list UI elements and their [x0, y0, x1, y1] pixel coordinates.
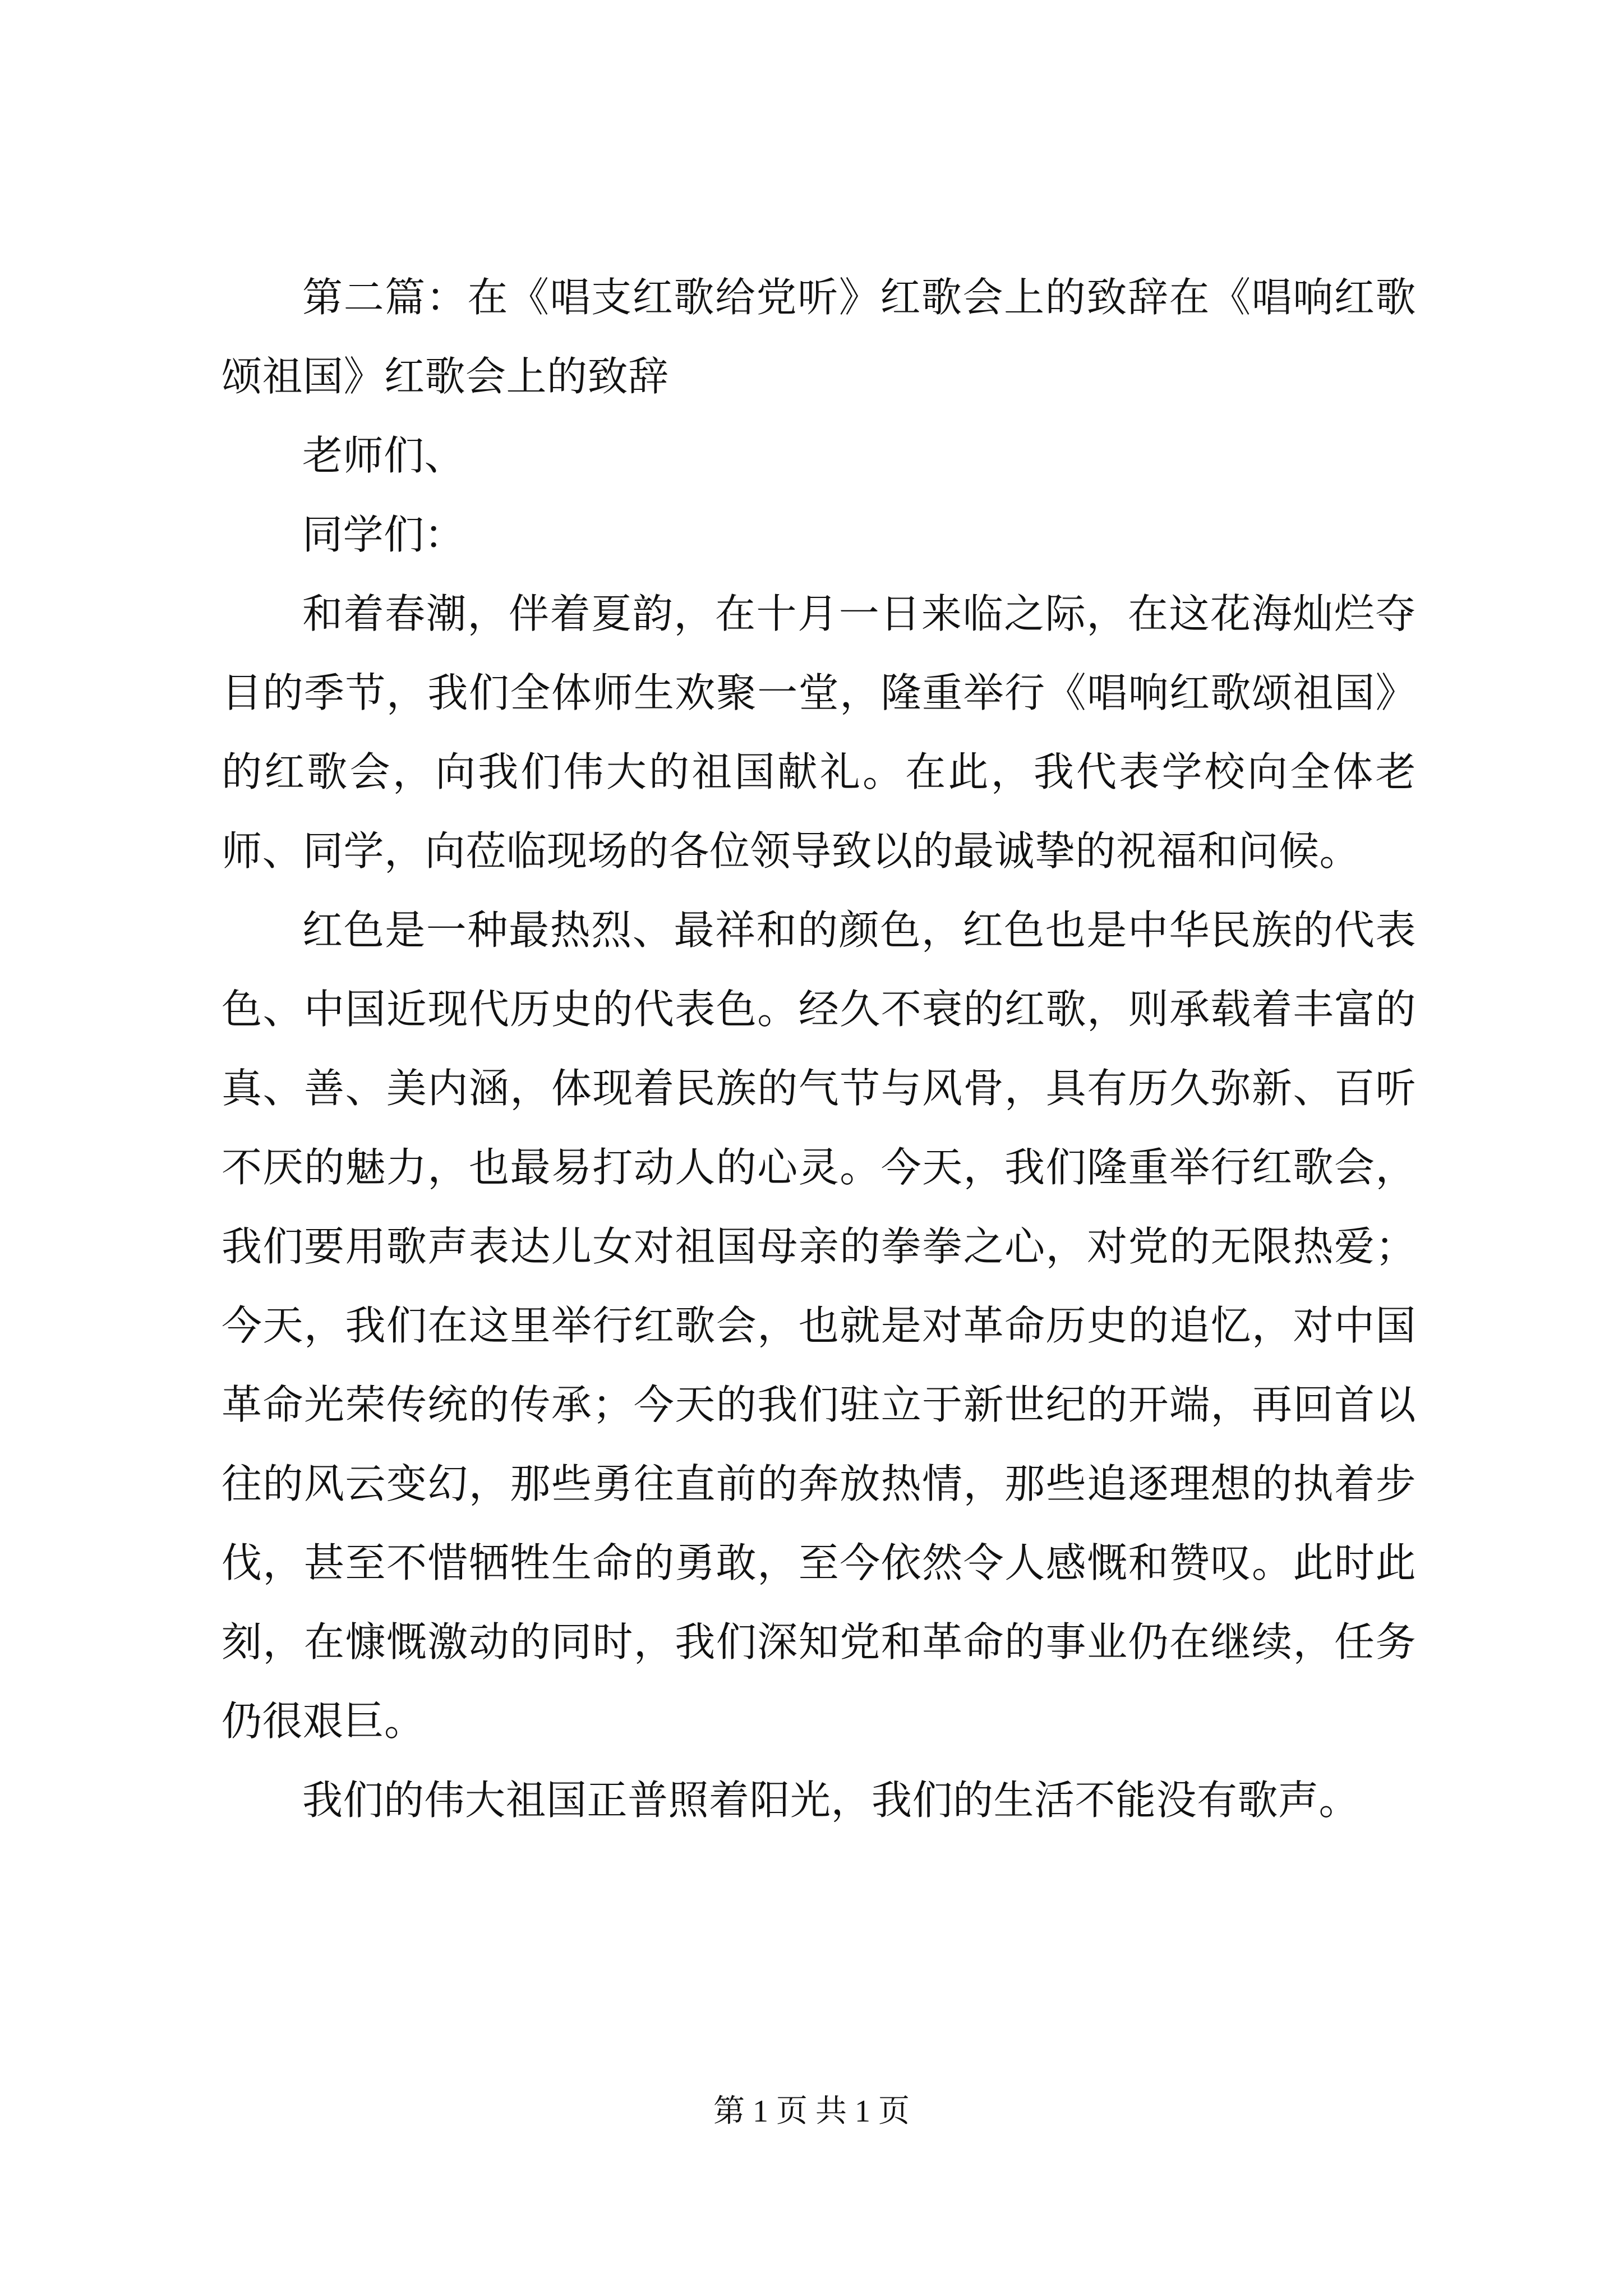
page-footer: 第 1 页 共 1 页 — [713, 2094, 910, 2129]
body-paragraph: 红色是一种最热烈、最祥和的颜色，红色也是中华民族的代表色、中国近现代历史的代表色。经久不衰的红歌，则承载着丰富的真、善、美内涵，体现着民族的气节与风骨，具有历久弥新、百听不厌的魅力，也最易打动人的心灵。今天，我们隆重举行红歌会，我们要用歌声表达儿女对祖国母亲的拳拳之心，对党的无限热爱；今天，我们在这里举行红歌会，也就是对革命历史的追忆，对中国革命光荣传统的传承；今天的我们驻立于新世纪的开端，再回首以往的风云变幻，那些勇往直前的奔放热情，那些追逐理想的执着步伐，甚至不惜牺牲生命的勇敢，至今依然令人感慨和赞叹。此时此刻，在慷慨激动的同时，我们深知党和革命的事业仍在继续，任务仍很艰巨。 — [222, 907, 1416, 1745]
body-paragraph: 和着春潮，伴着夏韵，在十月一日来临之际，在这花海灿烂夺目的季节，我们全体师生欢聚一堂，隆重举行《唱响红歌颂祖国》的红歌会，向我们伟大的祖国献礼。在此，我代表学校向全体老师、同学，向莅临现场的各位领导致以的最诚挚的祝福和问候。 — [222, 590, 1416, 875]
document-title-paragraph: 第二篇：在《唱支红歌给党听》红歌会上的致辞在《唱响红歌颂祖国》红歌会上的致辞 — [222, 274, 1416, 400]
salutation-teachers: 老师们、 — [302, 432, 465, 479]
salutation-students: 同学们： — [302, 511, 465, 558]
document-body — [222, 258, 1416, 1840]
body-paragraph: 我们的伟大祖国正普照着阳光，我们的生活不能没有歌声。 — [302, 1777, 1360, 1824]
